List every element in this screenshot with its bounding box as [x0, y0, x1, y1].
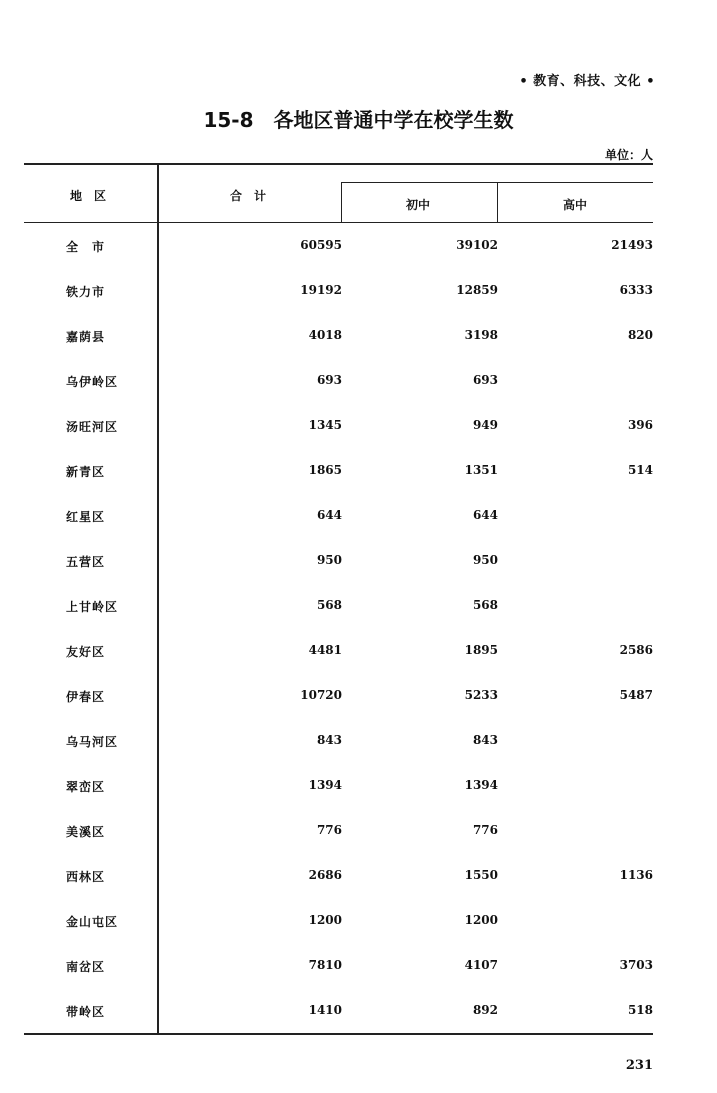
- page-number: 231: [625, 1058, 653, 1073]
- senior-cell: 2586: [619, 643, 653, 657]
- table-row: [0, 1003, 717, 1023]
- junior-cell: 12859: [456, 283, 498, 297]
- table-row: [0, 778, 717, 798]
- junior-cell: 3198: [464, 328, 498, 342]
- table-row: [0, 868, 717, 888]
- senior-cell: 518: [627, 1003, 653, 1017]
- table-title: [0, 104, 717, 133]
- region-cell: 乌伊岭区: [66, 375, 119, 389]
- total-cell: 693: [316, 373, 342, 387]
- total-column-divider: [341, 182, 342, 223]
- total-cell: 7810: [308, 958, 342, 972]
- junior-cell: 1394: [464, 778, 498, 792]
- total-cell: 843: [316, 733, 342, 747]
- total-cell: 1410: [308, 1003, 342, 1017]
- table-row: [0, 733, 717, 753]
- region-cell: 友好区: [66, 645, 106, 659]
- senior-cell: 1136: [619, 868, 653, 882]
- junior-cell: 1895: [464, 643, 498, 657]
- table-row: [0, 913, 717, 933]
- table-row: [0, 463, 717, 483]
- total-cell: 19192: [300, 283, 342, 297]
- region-cell: 西林区: [66, 870, 106, 884]
- region-cell: 红星区: [66, 510, 106, 524]
- region-cell: 上甘岭区: [66, 600, 119, 614]
- region-cell: 金山屯区: [66, 915, 119, 929]
- table-title-text: 各地区普通中学在校学生数: [273, 108, 514, 132]
- column-header-total: 合 计: [230, 189, 267, 203]
- region-cell: 翠峦区: [66, 780, 106, 794]
- junior-cell: 949: [472, 418, 498, 432]
- senior-cell: 21493: [611, 238, 653, 252]
- table-row: [0, 688, 717, 708]
- total-cell: 10720: [300, 688, 342, 702]
- table-row: [0, 598, 717, 618]
- junior-cell: 4107: [464, 958, 498, 972]
- junior-cell: 644: [472, 508, 498, 522]
- region-cell: 嘉荫县: [66, 330, 106, 344]
- table-row: [0, 958, 717, 978]
- region-cell: 美溪区: [66, 825, 106, 839]
- table-row: [0, 328, 717, 348]
- table-top-rule: [24, 163, 653, 165]
- total-cell: 644: [316, 508, 342, 522]
- table-row: [0, 643, 717, 663]
- junior-cell: 776: [472, 823, 498, 837]
- table-row: [0, 418, 717, 438]
- unit-label: 单位：人: [604, 148, 653, 162]
- senior-cell: 514: [627, 463, 653, 477]
- total-cell: 1345: [308, 418, 342, 432]
- column-header-junior: 初中: [406, 198, 431, 212]
- junior-cell: 568: [472, 598, 498, 612]
- region-cell: 全 市: [66, 240, 106, 254]
- region-cell: 五营区: [66, 555, 106, 569]
- header-bottom-rule: [24, 222, 653, 223]
- region-cell: 带岭区: [66, 1005, 106, 1019]
- region-cell: 南岔区: [66, 960, 106, 974]
- senior-cell: 396: [627, 418, 653, 432]
- total-cell: 2686: [308, 868, 342, 882]
- region-cell: 汤旺河区: [66, 420, 119, 434]
- table-row: [0, 238, 717, 258]
- senior-cell: 6333: [619, 283, 653, 297]
- total-cell: 1200: [308, 913, 342, 927]
- senior-cell: 5487: [619, 688, 653, 702]
- total-cell: 1865: [308, 463, 342, 477]
- table-row: [0, 508, 717, 528]
- table-number: 15-8: [203, 108, 254, 132]
- junior-column-divider: [497, 182, 498, 223]
- total-cell: 4481: [308, 643, 342, 657]
- table-row: [0, 283, 717, 303]
- region-cell: 新青区: [66, 465, 106, 479]
- table-row: [0, 553, 717, 573]
- column-header-senior: 高中: [563, 198, 588, 212]
- total-cell: 950: [316, 553, 342, 567]
- table-row: [0, 823, 717, 843]
- total-cell: 4018: [308, 328, 342, 342]
- region-cell: 伊春区: [66, 690, 106, 704]
- junior-cell: 1200: [464, 913, 498, 927]
- junior-cell: 39102: [456, 238, 498, 252]
- senior-cell: 820: [627, 328, 653, 342]
- region-cell: 铁力市: [66, 285, 106, 299]
- total-cell: 60595: [300, 238, 342, 252]
- junior-cell: 5233: [464, 688, 498, 702]
- senior-cell: 3703: [619, 958, 653, 972]
- table-bottom-rule: [24, 1033, 653, 1035]
- junior-cell: 693: [472, 373, 498, 387]
- junior-cell: 950: [472, 553, 498, 567]
- table-row: [0, 373, 717, 393]
- junior-cell: 1351: [464, 463, 498, 477]
- junior-cell: 843: [472, 733, 498, 747]
- section-header: • 教育、科技、文化 •: [519, 74, 655, 89]
- junior-cell: 892: [472, 1003, 498, 1017]
- region-cell: 乌马河区: [66, 735, 119, 749]
- total-cell: 1394: [308, 778, 342, 792]
- column-header-region: 地 区: [70, 189, 107, 203]
- junior-cell: 1550: [464, 868, 498, 882]
- total-cell: 776: [316, 823, 342, 837]
- total-cell: 568: [316, 598, 342, 612]
